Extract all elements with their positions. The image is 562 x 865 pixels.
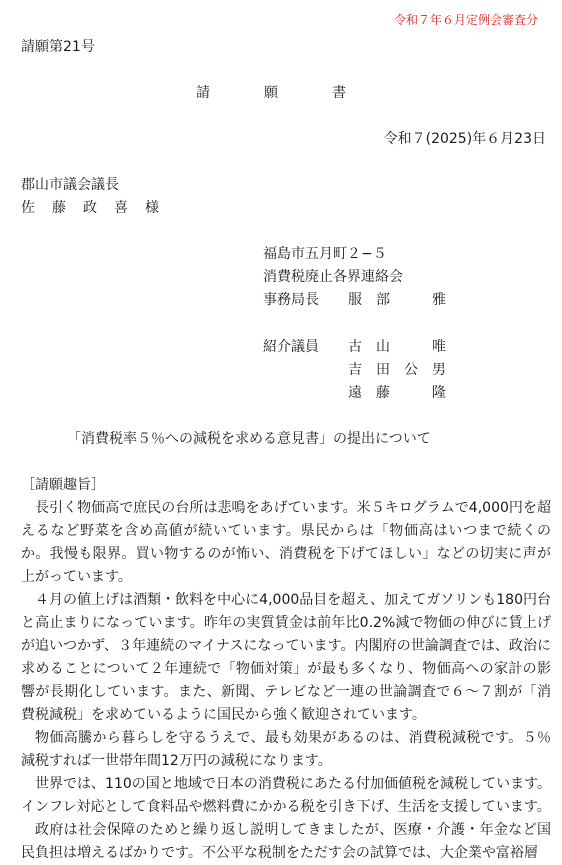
sender-address: 福島市五月町２−５ (263, 246, 387, 262)
body-paragraph: 長引く物価高で庶民の台所は悲鳴をあげています。米５キログラムで4,000円を超えるなど野菜を含め高値が続いています。県民からは「物価高はいつまで続くのか。我慢も限界。買い物するのが怖い、消費税を下げてほしい」などの切実に声が上がっています。 (21, 500, 551, 585)
body-paragraph: 物価高騰から暮らしを守るうえで、最も効果があるのは、消費税減税です。５％減税すれば一世帯年間12万円の減税になります。 (21, 730, 551, 769)
petition-body (21, 497, 551, 865)
addressee-name-char: 佐 (21, 200, 35, 216)
addressee-name-char: 喜 (114, 200, 128, 216)
sender-name: 服 部 雅 (348, 292, 446, 308)
introducer-name: 古 山 唯 (348, 339, 446, 355)
introducer-name: 遠 藤 隆 (348, 385, 446, 401)
signatory-table (263, 290, 446, 406)
section-heading: ［請願趣旨］ (21, 477, 105, 493)
addressee-title: 郡山市議会議長 (21, 177, 119, 193)
introducer-label: 紹介議員 (263, 339, 319, 355)
introducer-name: 吉 田 公 男 (348, 362, 446, 378)
document-date: 令和７(2025)年６月23日 (383, 131, 546, 147)
sender-role: 事務局長 (263, 292, 319, 308)
document-title: 請 願 書 (196, 85, 366, 101)
addressee-name-char: 藤 (52, 200, 66, 216)
addressee-name-char: 様 (145, 200, 159, 216)
petition-number: 請願第21号 (21, 39, 95, 55)
body-paragraph: 政府は社会保障のためと繰り返し説明してきましたが、医療・介護・年金など国民負担は増えるばかりです。不公平な税制をただす会の試算では、大企業や富裕層 (21, 822, 551, 861)
review-stamp: 令和７年６月定例会審査分 (393, 13, 538, 27)
sender-organization: 消費税廃止各界連絡会 (263, 269, 403, 285)
body-paragraph: ４月の値上げは酒類・飲料を中心に4,000品目を超え、加えてガソリンも180円台と高止まりになっています。昨年の実質賃金は前年比0.2%減で物価の伸びに賃上げが追いつかず、３年連続のマイナスになっています。内閣府の世論調査では、政治に求めることについて２年連続で「物価対策」が最も多くなり、物価高への家計の影響が長期化しています。また、新聞、テレビなど一連の世論調査で６〜７割が「消費税減税」を求めているように国民から強く歓迎されています。 (21, 592, 551, 723)
addressee-name (21, 198, 176, 218)
addressee-name-char: 政 (83, 200, 97, 216)
petition-subject: 「消費税率５％への減税を求める意見書」の提出について (67, 431, 431, 447)
body-paragraph: 世界では、110の国と地域で日本の消費税にあたる付加価値税を減税しています。インフレ対応として食料品や燃料費にかかる税を引き下げ、生活を支援しています。 (21, 776, 551, 815)
